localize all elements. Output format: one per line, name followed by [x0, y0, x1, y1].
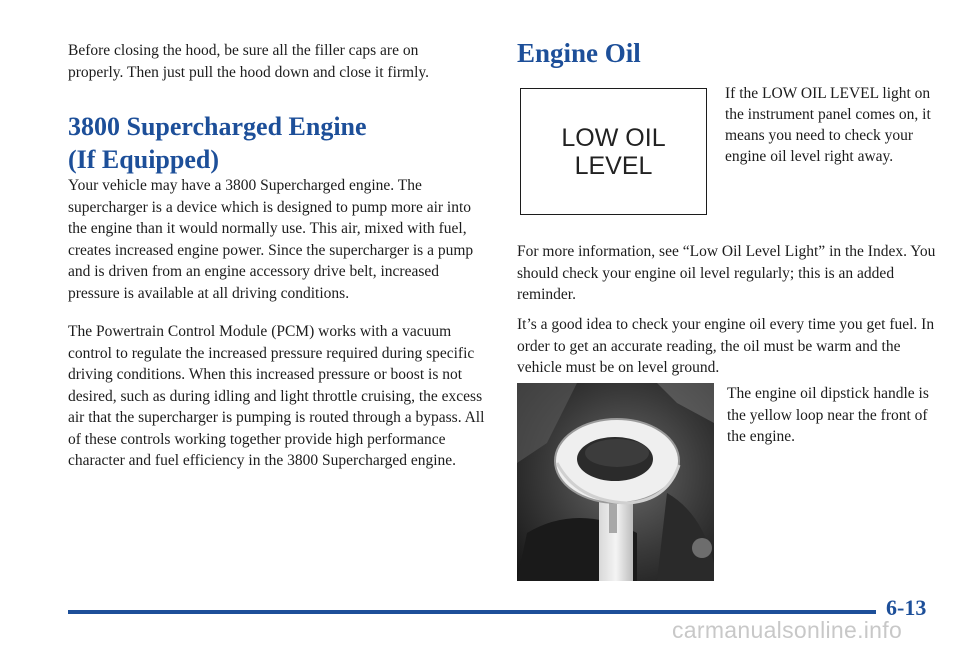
indicator-label: LOW OIL LEVEL	[561, 123, 666, 180]
oil-paragraph-1: For more information, see “Low Oil Level Light” in the Index. You should check your engine oil level regularly; this is an added reminder.	[517, 243, 936, 303]
heading-line-1: 3800 Supercharged Engine	[68, 112, 367, 141]
section-heading-engine-oil: Engine Oil	[517, 38, 641, 68]
low-oil-level-indicator	[520, 88, 707, 215]
oil-paragraph-2: It’s a good idea to check your engine oil every time you get fuel. In order to get an accurate reading, the oil must be warm and the vehicle must be on level ground.	[517, 316, 935, 376]
page-number: 6-13	[886, 595, 927, 620]
heading-line-2: (If Equipped)	[68, 145, 219, 174]
dipstick-description: The engine oil dipstick handle is the yellow loop near the front of the engine.	[727, 385, 929, 445]
section-heading-supercharged	[68, 110, 478, 176]
watermark: carmanualsonline.info	[672, 617, 903, 643]
indicator-description: If the LOW OIL LEVEL light on the instrument panel comes on, it means you need to check your engine oil level right away.	[725, 85, 931, 165]
supercharger-paragraph-2: The Powertrain Control Module (PCM) works with a vacuum control to regulate the increased pressure required during specific driving conditions. When this increased pressure or boost is not desired, such as during idling and light throttle cruising, the excess air that the supercharger is pumping is routed through a bypass. All of these controls working together provide high performance character and fuel efficiency in the 3800 Supercharged engine.	[68, 323, 485, 469]
intro-paragraph: Before closing the hood, be sure all the filler caps are on properly. Then just pull the hood down and close it firmly.	[68, 42, 430, 81]
footer-rule	[68, 610, 876, 614]
dipstick-photo	[517, 383, 714, 581]
supercharger-paragraph-1: Your vehicle may have a 3800 Supercharged engine. The supercharger is a device which is designed to pump more air into the engine than it would normally use. This air, mixed with fuel, creates increased engine power. Since the supercharger is a pump and is driven from an engine accessory drive belt, increased pressure is available at all driving conditions.	[68, 177, 474, 302]
